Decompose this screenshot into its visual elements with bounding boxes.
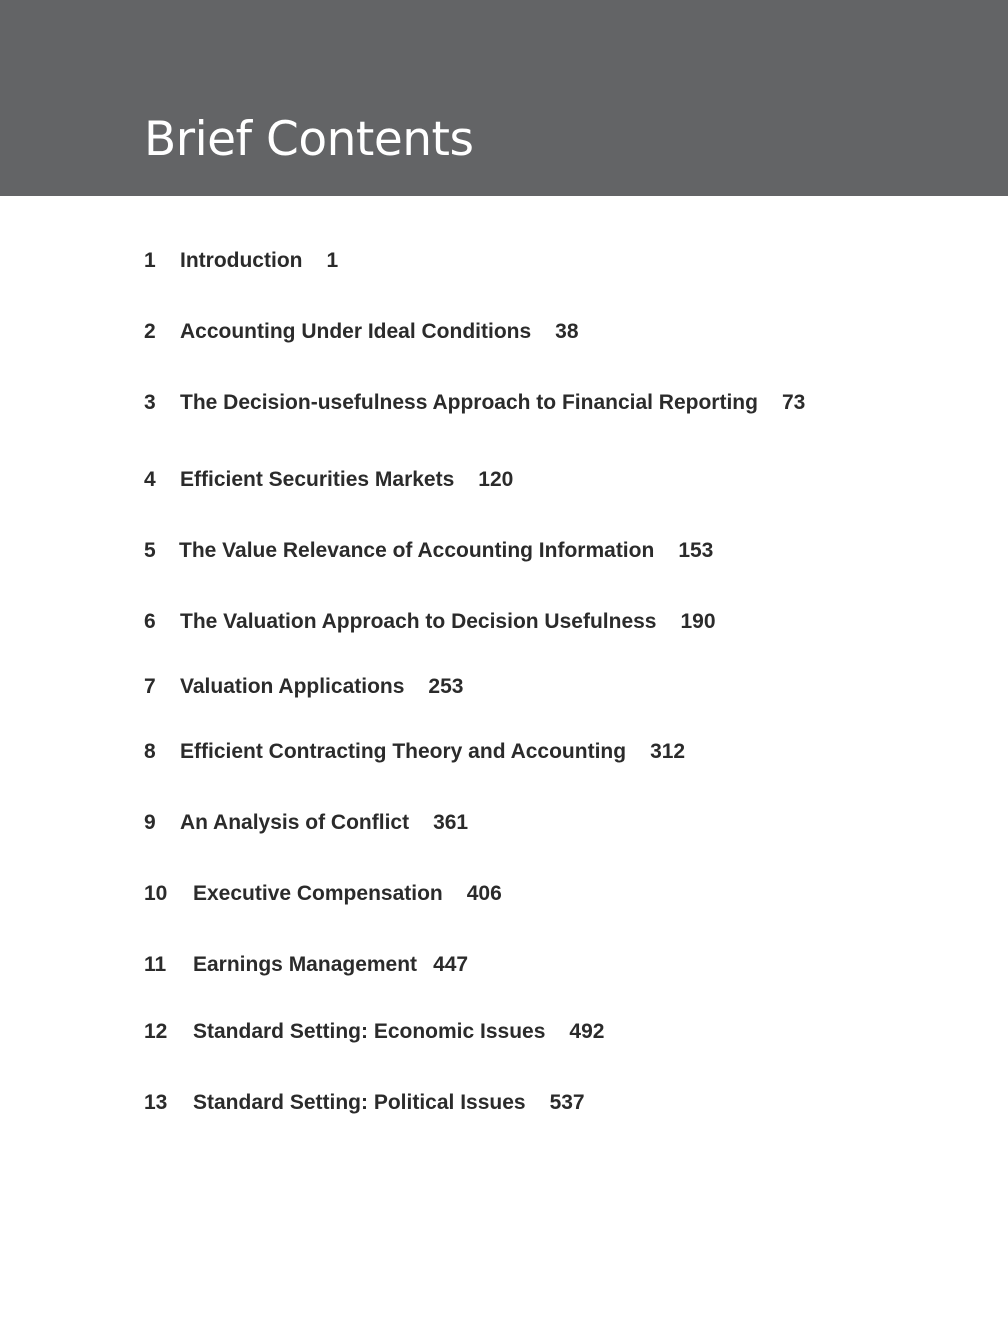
toc-entry-chapter-3[interactable] [144,388,805,418]
chapter-title: The Decision-usefulness Approach to Financial Reporting [180,391,758,414]
chapter-title: Introduction [180,249,303,272]
chapter-number: 3 [144,391,156,414]
page-number: 190 [680,610,716,633]
toc-entry-chapter-12[interactable] [144,1017,604,1047]
toc-entry-chapter-7[interactable] [144,672,463,702]
toc-entry-chapter-1[interactable] [144,246,338,276]
page-number: 1 [326,249,339,272]
toc-entry-chapter-5[interactable] [144,536,713,566]
page-number: 447 [433,953,469,976]
chapter-number: 8 [144,740,156,763]
chapter-title: Efficient Contracting Theory and Accounting [180,740,627,763]
page-number: 537 [549,1091,585,1114]
chapter-title: The Value Relevance of Accounting Information [179,539,655,562]
chapter-title: Efficient Securities Markets [180,468,455,491]
page-number: 312 [650,740,686,763]
chapter-number: 11 [144,953,167,976]
toc-entry-chapter-8[interactable] [144,737,685,767]
toc-entry-chapter-13[interactable] [144,1088,585,1118]
chapter-number: 1 [144,249,156,272]
page-number: 120 [478,468,514,491]
chapter-title: Earnings Management [193,953,418,976]
page-number: 38 [555,320,579,343]
toc-entry-chapter-11[interactable] [144,950,468,980]
toc-entry-chapter-10[interactable] [144,879,502,909]
chapter-title: Accounting Under Ideal Conditions [180,320,532,343]
page-number: 253 [428,675,464,698]
toc-entry-chapter-9[interactable] [144,808,468,838]
page-number: 361 [433,811,469,834]
chapter-title: An Analysis of Conflict [180,811,410,834]
toc-entry-chapter-2[interactable] [144,317,579,347]
chapter-number: 7 [144,675,156,698]
chapter-number: 13 [144,1091,168,1114]
page-number: 153 [678,539,714,562]
chapter-number: 12 [144,1020,168,1043]
chapter-number: 4 [144,468,156,491]
chapter-number: 9 [144,811,156,834]
chapter-title: Standard Setting: Political Issues [193,1091,526,1114]
toc-entry-chapter-6[interactable] [144,607,716,637]
page-number: 492 [569,1020,605,1043]
toc-entry-chapter-4[interactable] [144,465,513,495]
chapter-number: 6 [144,610,156,633]
chapter-title: Valuation Applications [180,675,405,698]
page-number: 406 [466,882,502,905]
page-number: 73 [781,391,806,414]
chapter-title: Executive Compensation [193,882,443,905]
chapter-number: 5 [144,539,156,562]
chapter-title: The Valuation Approach to Decision Usefulness [180,610,657,633]
page-title: Brief Contents [144,112,474,167]
chapter-number: 10 [144,882,168,905]
chapter-number: 2 [144,320,156,343]
chapter-title: Standard Setting: Economic Issues [193,1020,546,1043]
